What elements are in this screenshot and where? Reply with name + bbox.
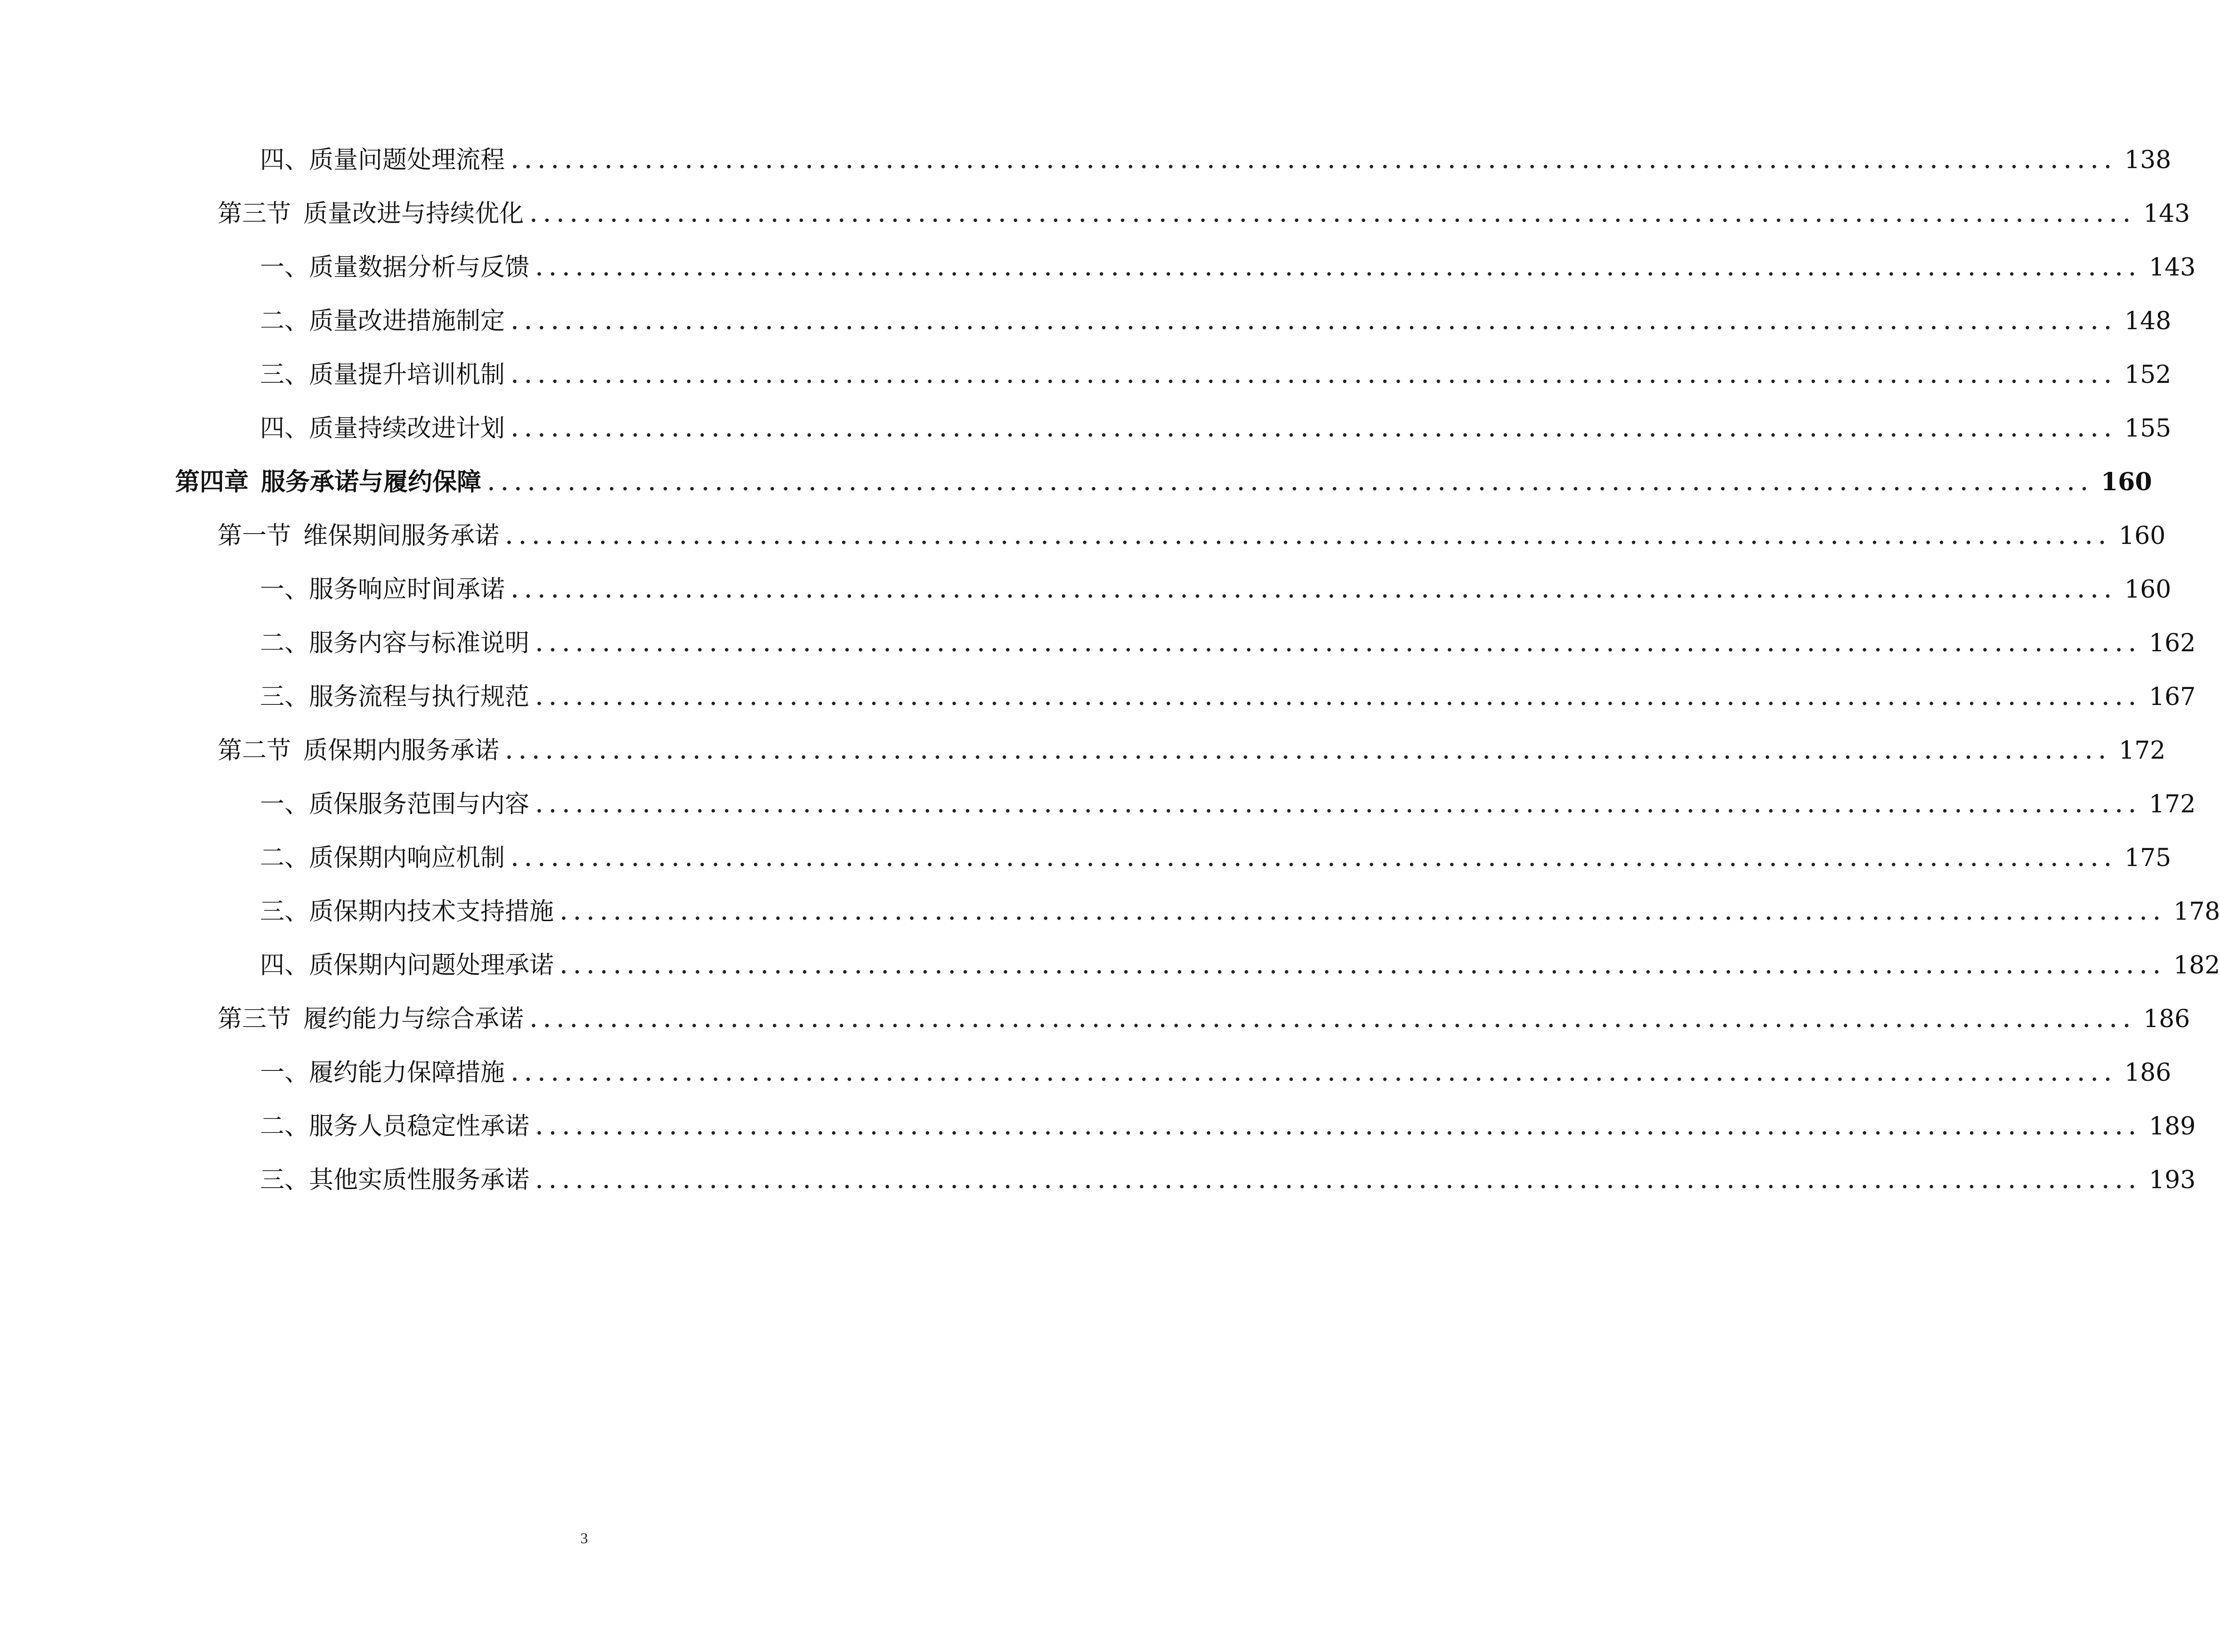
toc-entry[interactable] — [260, 356, 2171, 394]
dot-leader: ........................................................................................................................ — [511, 365, 2118, 388]
toc-entry[interactable] — [218, 517, 2166, 555]
toc-entry[interactable] — [260, 302, 2171, 340]
toc-entry-title: 第四章 服务承诺与履约保障 — [175, 468, 482, 496]
toc-entry-title: 第三节 履约能力与综合承诺 — [218, 1005, 524, 1033]
toc-entry-title: 第三节 质量改进与持续优化 — [218, 200, 524, 228]
dot-leader: ........................................................................................................................ — [511, 151, 2118, 173]
page-number: 3 — [580, 1530, 588, 1547]
toc-entry[interactable] — [260, 1161, 2196, 1199]
toc-entry[interactable] — [218, 732, 2166, 769]
toc-entry-title: 三、质保期内技术支持措施 — [260, 898, 554, 926]
dot-leader: ........................................................................................................................ — [536, 795, 2143, 817]
toc-entry-page: 175 — [2124, 844, 2171, 872]
toc-entry-page: 189 — [2149, 1112, 2196, 1141]
dot-leader: ........................................................................................................................ — [536, 1171, 2143, 1193]
dot-leader: ........................................................................................................................ — [511, 849, 2118, 871]
dot-leader: ........................................................................................................................ — [536, 688, 2143, 710]
toc-entry[interactable] — [260, 786, 2196, 823]
dot-leader: ........................................................................................................................ — [560, 902, 2167, 924]
toc-entry-title: 一、质保服务范围与内容 — [260, 790, 530, 818]
dot-leader: ........................................................................................................................ — [511, 580, 2118, 602]
toc-entry-page: 143 — [2143, 200, 2190, 228]
dot-leader: ........................................................................................................................ — [511, 312, 2118, 334]
toc-entry-title: 四、质量持续改进计划 — [260, 414, 505, 443]
dot-leader: ........................................................................................................................ — [506, 741, 2113, 763]
toc-entry[interactable] — [260, 1108, 2196, 1145]
dot-leader: ........................................................................................................................ — [536, 258, 2143, 280]
dot-leader: ........................................................................................................................ — [560, 956, 2167, 978]
toc-entry[interactable] — [260, 839, 2171, 877]
toc-entry-title: 一、服务响应时间承诺 — [260, 575, 505, 604]
toc-entry[interactable] — [260, 571, 2171, 608]
toc-entry-title: 三、其他实质性服务承诺 — [260, 1166, 530, 1194]
toc-entry-title: 二、服务内容与标准说明 — [260, 629, 530, 657]
toc-entry-page: 155 — [2124, 414, 2171, 443]
toc-entry[interactable] — [260, 1054, 2171, 1092]
toc-entry-page: 193 — [2149, 1166, 2196, 1194]
toc-entry-title: 第二节 质保期内服务承诺 — [218, 737, 500, 765]
toc-entry[interactable] — [260, 141, 2171, 179]
toc-entry-page: 172 — [2149, 790, 2196, 818]
toc-entry[interactable] — [218, 195, 2190, 233]
toc-entry-title: 二、质量改进措施制定 — [260, 307, 505, 335]
toc-entry-title: 一、履约能力保障措施 — [260, 1059, 505, 1087]
toc-entry[interactable] — [260, 893, 2220, 931]
toc-entry[interactable] — [260, 410, 2171, 447]
dot-leader: ........................................................................................................................ — [511, 1063, 2118, 1085]
toc-chapter-entry[interactable] — [175, 463, 2152, 501]
toc-entry[interactable] — [260, 678, 2196, 716]
toc-entry-page: 160 — [2101, 468, 2152, 496]
toc-entry-title: 四、质量问题处理流程 — [260, 146, 505, 174]
toc-entry-title: 二、服务人员稳定性承诺 — [260, 1112, 530, 1141]
toc-entry-page: 178 — [2173, 898, 2220, 926]
toc-entry-title: 四、质保期内问题处理承诺 — [260, 951, 554, 980]
toc-entry[interactable] — [260, 947, 2220, 984]
dot-leader: ........................................................................................................................ — [530, 204, 2137, 227]
toc-entry-title: 二、质保期内响应机制 — [260, 844, 505, 872]
toc-entry-title: 第一节 维保期间服务承诺 — [218, 522, 500, 550]
dot-leader: ........................................................................................................................ — [536, 634, 2143, 656]
toc-entry-page: 138 — [2124, 146, 2171, 174]
dot-leader: ........................................................................................................................ — [530, 1010, 2137, 1032]
toc-entry-page: 160 — [2124, 575, 2171, 604]
toc-entry-page: 186 — [2143, 1005, 2190, 1033]
toc-entry-page: 143 — [2149, 253, 2196, 282]
toc-entry-page: 152 — [2124, 361, 2171, 389]
dot-leader: ........................................................................................................................ — [488, 473, 2095, 495]
toc-entry-title: 一、质量数据分析与反馈 — [260, 253, 530, 282]
toc-entry-page: 172 — [2119, 737, 2166, 765]
dot-leader: ........................................................................................................................ — [506, 526, 2113, 549]
toc-entry-page: 148 — [2124, 307, 2171, 335]
toc-entry-page: 160 — [2119, 522, 2166, 550]
toc-entry[interactable] — [260, 624, 2196, 662]
toc-entry-page: 162 — [2149, 629, 2196, 657]
toc-entry-title: 三、服务流程与执行规范 — [260, 683, 530, 711]
dot-leader: ........................................................................................................................ — [536, 1117, 2143, 1139]
toc-entry-page: 167 — [2149, 683, 2196, 711]
dot-leader: ........................................................................................................................ — [511, 419, 2118, 441]
toc-entry-page: 182 — [2173, 951, 2220, 980]
toc-entry-page: 186 — [2124, 1059, 2171, 1087]
toc-entry[interactable] — [260, 249, 2196, 286]
toc-entry-title: 三、质量提升培训机制 — [260, 361, 505, 389]
toc-entry[interactable] — [218, 1000, 2190, 1038]
